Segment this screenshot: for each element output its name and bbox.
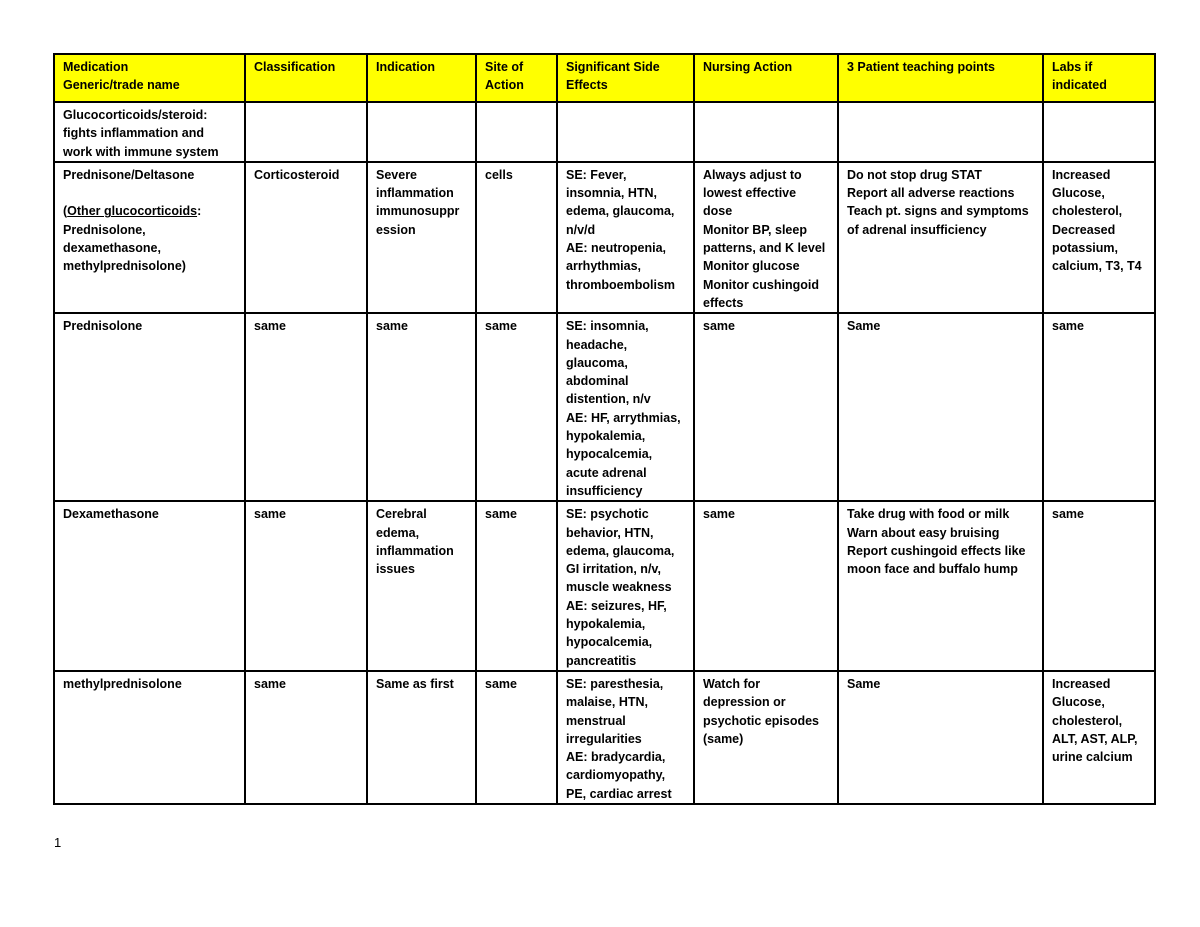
cell-line: AE: neutropenia, [566, 241, 667, 256]
header-site [476, 54, 557, 102]
header-medication-line-1: Medication [63, 60, 129, 74]
cell-line: AE: HF, arrythmias, [566, 410, 681, 425]
cell-line: Report cushingoid effects like [847, 543, 1026, 558]
cell-line: n/v/d [566, 222, 596, 237]
category-line: Glucocorticoids/steroid: [63, 108, 208, 122]
cell-line: hypocalcemia, [566, 635, 653, 650]
cell-line: glaucoma, [566, 355, 628, 370]
empty-cell [838, 102, 1043, 162]
cell-site [476, 501, 557, 671]
cell-side-effects [557, 313, 694, 501]
header-medication-line-2: Generic/trade name [63, 78, 180, 93]
cell-classification [245, 671, 367, 804]
cell-line: calcium, T3, T4 [1052, 259, 1142, 274]
cell-line: Severe [376, 167, 418, 182]
cell-line: same [703, 507, 735, 522]
cell-line: Prednisolone, [63, 222, 146, 237]
cell-line: same [485, 507, 517, 522]
cell-line: hypokalemia, [566, 617, 646, 632]
cell-line: depression or [703, 695, 786, 710]
cell-nursing [694, 671, 838, 804]
cell-line: Glucose, [1052, 695, 1105, 710]
cell-nursing [694, 162, 838, 313]
cell-line: patterns, and K level [703, 241, 826, 256]
cell-teaching [838, 162, 1043, 313]
cell-line: Same as first [376, 676, 454, 691]
header-side-effects-line-2: Effects [566, 78, 608, 93]
cell-line: abdominal [566, 374, 629, 389]
cell-labs [1043, 671, 1155, 804]
cell-line: SE: Fever, [566, 167, 627, 182]
empty-cell [1043, 102, 1155, 162]
cell-line: hypokalemia, [566, 429, 646, 444]
cell-line: distention, n/v [566, 392, 651, 407]
cell-classification [245, 313, 367, 501]
cell-line: inflammation [376, 186, 454, 201]
cell-site [476, 313, 557, 501]
cell-teaching [838, 671, 1043, 804]
cell-line: potassium, [1052, 241, 1118, 256]
category-cell [54, 102, 245, 162]
cell-line: thromboembolism [566, 277, 676, 292]
cell-line: acute adrenal [566, 465, 647, 480]
cell-nursing [694, 313, 838, 501]
header-classification: Classification [245, 54, 367, 102]
page-number: 1 [54, 835, 62, 850]
cell-line: same [485, 676, 517, 691]
table-row [54, 313, 1155, 501]
cell-line: ession [376, 222, 416, 237]
cell-line: Prednisone/Deltasone [63, 167, 195, 182]
cell-side-effects [557, 501, 694, 671]
cell-line: edema, [376, 525, 420, 540]
medication-table [53, 53, 1156, 805]
cell-line: arrhythmias, [566, 259, 642, 274]
cell-line: same [254, 507, 286, 522]
cell-line: SE: paresthesia, [566, 676, 664, 691]
cell-classification [245, 162, 367, 313]
header-site-line-1: Site of [485, 60, 524, 74]
cell-line: dexamethasone, [63, 241, 161, 256]
category-line: work with immune system [63, 144, 219, 159]
cell-line: Decreased [1052, 222, 1116, 237]
empty-cell [557, 102, 694, 162]
cell-line: (same) [703, 731, 744, 746]
cell-site [476, 162, 557, 313]
header-labs [1043, 54, 1155, 102]
cell-line: insufficiency [566, 483, 643, 498]
cell-line: hypocalcemia, [566, 447, 653, 462]
header-side-effects-line-1: Significant Side [566, 60, 660, 74]
cell-line: Always adjust to [703, 167, 802, 182]
other-glucocorticoids-label: Other glucocorticoids [67, 204, 198, 219]
cell-line: cells [485, 167, 513, 182]
cell-site [476, 671, 557, 804]
cell-line: dose [703, 204, 733, 219]
cell-medication [54, 671, 245, 804]
cell-line: moon face and buffalo hump [847, 562, 1018, 577]
cell-indication [367, 501, 476, 671]
header-site-line-2: Action [485, 78, 524, 93]
category-row [54, 102, 1155, 162]
cell-line: PE, cardiac arrest [566, 786, 672, 801]
empty-cell [245, 102, 367, 162]
cell-line: headache, [566, 337, 628, 352]
cell-side-effects [557, 162, 694, 313]
cell-line: Same [847, 676, 881, 691]
cell-line: Corticosteroid [254, 167, 340, 182]
cell-line: Monitor BP, sleep [703, 222, 807, 237]
empty-cell [694, 102, 838, 162]
cell-line: Same [847, 319, 881, 334]
cell-medication [54, 313, 245, 501]
cell-line: cholesterol, [1052, 713, 1123, 728]
header-side-effects [557, 54, 694, 102]
empty-cell [476, 102, 557, 162]
cell-line: lowest effective [703, 186, 797, 201]
cell-line: (Other glucocorticoids: [63, 204, 202, 219]
cell-line: insomnia, HTN, [566, 186, 657, 201]
cell-line: Increased [1052, 676, 1111, 691]
cell-line: Warn about easy bruising [847, 525, 1000, 540]
header-labs-line-1: Labs if [1052, 60, 1093, 74]
cell-line: muscle weakness [566, 580, 672, 595]
empty-cell [367, 102, 476, 162]
cell-line: Teach pt. signs and symptoms [847, 204, 1029, 219]
header-nursing: Nursing Action [694, 54, 838, 102]
cell-line: SE: psychotic [566, 507, 649, 522]
header-row [54, 54, 1155, 102]
cell-nursing [694, 501, 838, 671]
cell-line [63, 184, 238, 202]
cell-side-effects [557, 671, 694, 804]
table-row [54, 162, 1155, 313]
cell-line: same [1052, 319, 1084, 334]
cell-line: behavior, HTN, [566, 525, 654, 540]
header-teaching: 3 Patient teaching points [838, 54, 1043, 102]
cell-line: same [1052, 507, 1084, 522]
cell-line: Prednisolone [63, 319, 143, 334]
header-indication: Indication [367, 54, 476, 102]
cell-line: cardiomyopathy, [566, 768, 666, 783]
header-labs-line-2: indicated [1052, 78, 1107, 93]
table-row [54, 501, 1155, 671]
cell-line: same [376, 319, 408, 334]
cell-line: GI irritation, n/v, [566, 562, 661, 577]
cell-classification [245, 501, 367, 671]
cell-line: methylprednisolone) [63, 259, 186, 274]
cell-teaching [838, 313, 1043, 501]
cell-line: malaise, HTN, [566, 695, 648, 710]
cell-line: urine calcium [1052, 750, 1133, 765]
table-row [54, 671, 1155, 804]
cell-line: menstrual [566, 713, 626, 728]
cell-line: AE: bradycardia, [566, 750, 666, 765]
category-line: fights inflammation and [63, 126, 204, 141]
cell-line: effects [703, 295, 744, 310]
cell-line: same [254, 319, 286, 334]
cell-labs [1043, 162, 1155, 313]
cell-line: issues [376, 562, 415, 577]
cell-medication [54, 501, 245, 671]
cell-indication [367, 313, 476, 501]
cell-line: Dexamethasone [63, 507, 159, 522]
cell-line: same [254, 676, 286, 691]
cell-line: edema, glaucoma, [566, 543, 675, 558]
cell-teaching [838, 501, 1043, 671]
cell-labs [1043, 501, 1155, 671]
cell-line: Cerebral [376, 507, 427, 522]
cell-labs [1043, 313, 1155, 501]
cell-line: edema, glaucoma, [566, 204, 675, 219]
cell-line: Monitor glucose [703, 259, 800, 274]
cell-line: immunosuppr [376, 204, 460, 219]
cell-line: inflammation [376, 543, 454, 558]
header-medication [54, 54, 245, 102]
cell-medication [54, 162, 245, 313]
cell-line: ALT, AST, ALP, [1052, 731, 1138, 746]
cell-line: same [485, 319, 517, 334]
cell-line: of adrenal insufficiency [847, 222, 987, 237]
cell-line: Do not stop drug STAT [847, 167, 982, 182]
cell-line: psychotic episodes [703, 713, 820, 728]
cell-line: Report all adverse reactions [847, 186, 1015, 201]
cell-line: Increased [1052, 167, 1111, 182]
cell-line: SE: insomnia, [566, 319, 649, 334]
cell-line: Watch for [703, 676, 761, 691]
cell-line: Monitor cushingoid [703, 277, 819, 292]
cell-line: pancreatitis [566, 653, 637, 668]
cell-line: Take drug with food or milk [847, 507, 1010, 522]
cell-line: Glucose, [1052, 186, 1105, 201]
cell-indication [367, 671, 476, 804]
cell-line: same [703, 319, 735, 334]
cell-line: AE: seizures, HF, [566, 598, 667, 613]
cell-indication [367, 162, 476, 313]
cell-line: cholesterol, [1052, 204, 1123, 219]
cell-line: irregularities [566, 731, 642, 746]
cell-line: methylprednisolone [63, 676, 182, 691]
